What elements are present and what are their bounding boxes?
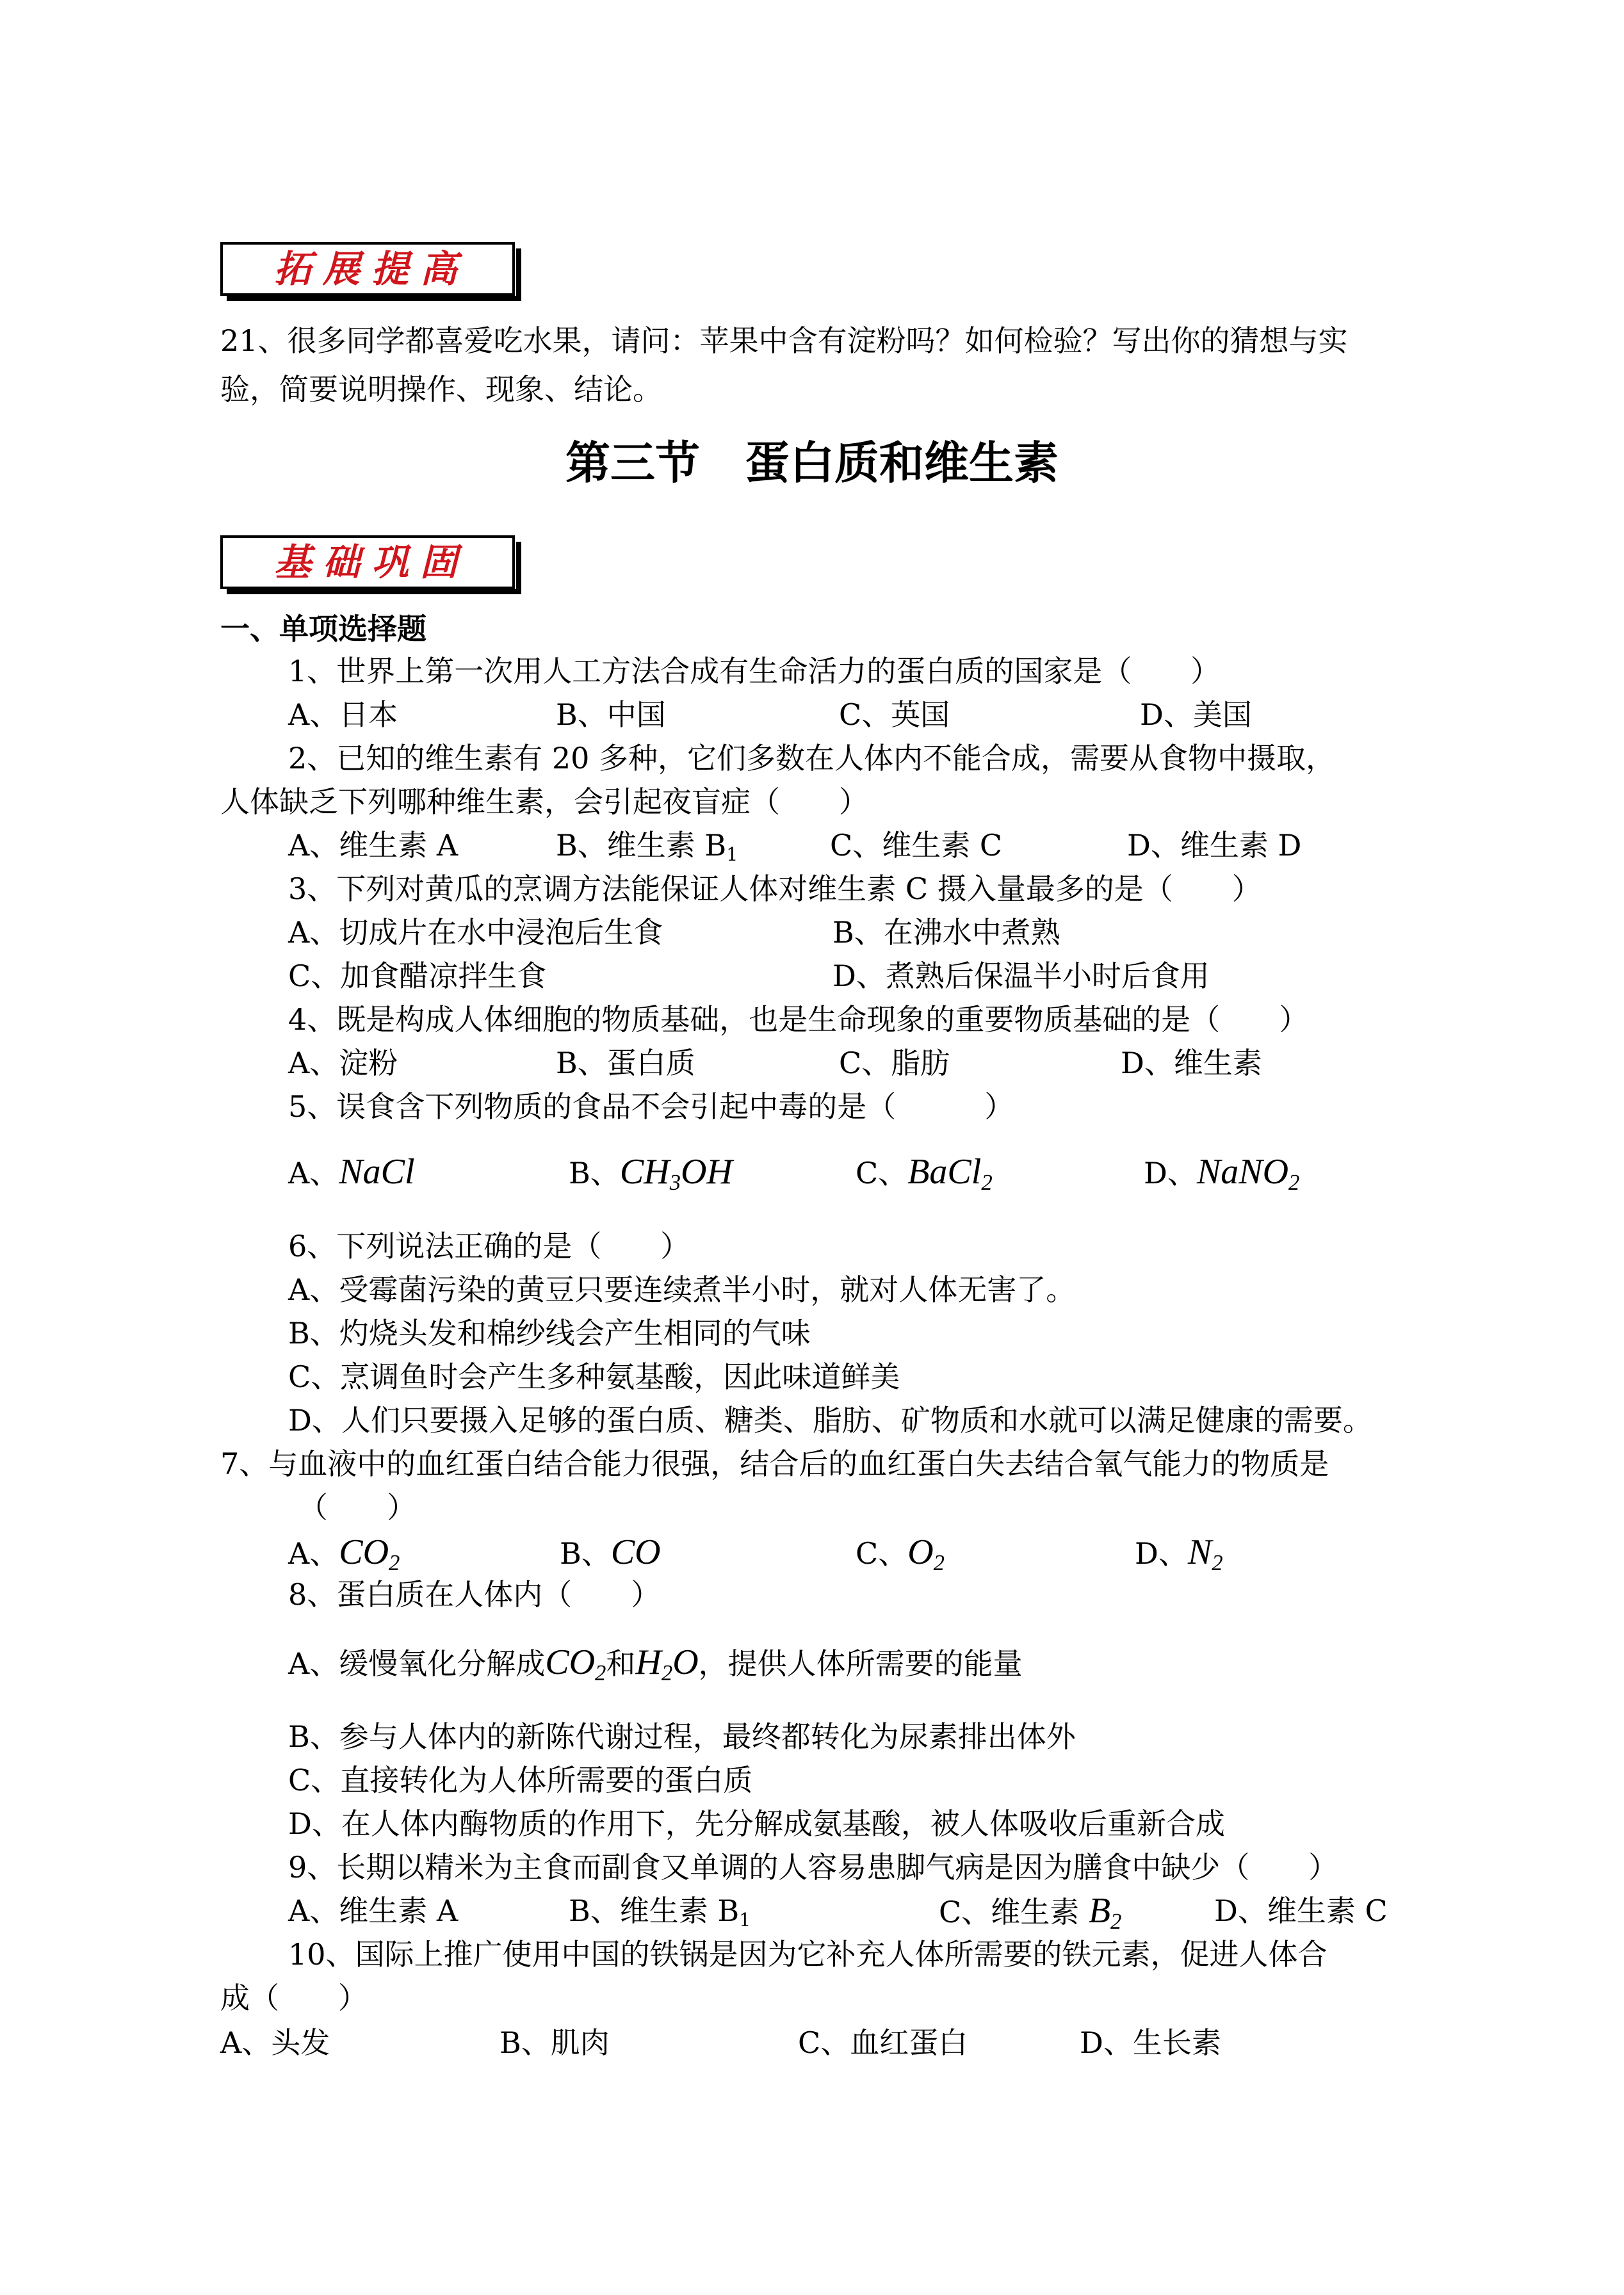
q2-option-b-sub: 1 — [726, 843, 738, 865]
q7-stem-line1: 7、与血液中的血红蛋白结合能力很强，结合后的血红蛋白失去结合氧气能力的物质是 — [220, 1447, 1329, 1481]
q3-stem: 3、下列对黄瓜的烹调方法能保证人体对维生素 C 摄入量最多的是（ ） — [288, 872, 1262, 906]
q3-option-c: C、加食醋凉拌生食 — [288, 959, 547, 993]
q8-option-a: A、缓慢氧化分解成CO2和H2O，提供人体所需要的能量 — [288, 1642, 1023, 1685]
q7-option-d — [1135, 1533, 1223, 1576]
q5-option-b — [569, 1153, 733, 1196]
q10-option-a: A、头发 — [220, 2025, 330, 2060]
q1-option-a: A、日本 — [288, 697, 398, 732]
q5-option-d-label: D、 — [1144, 1156, 1197, 1190]
q5-option-c-label: C、 — [856, 1156, 908, 1190]
q7-option-c-formula: O2 — [907, 1532, 945, 1575]
q5-option-d — [1144, 1153, 1299, 1196]
q4-option-a: A、淀粉 — [288, 1046, 398, 1080]
section-badge-basic: 基础巩固 — [220, 535, 515, 589]
q7-option-b — [560, 1533, 661, 1573]
q6-option-a: A、受霉菌污染的黄豆只要连续煮半小时，就对人体无害了。 — [288, 1272, 1076, 1307]
q5-option-a — [288, 1153, 415, 1192]
q9-option-b: B、维生素 B1 — [569, 1894, 751, 1931]
q5-option-c — [856, 1153, 993, 1196]
q2-option-a: A、维生素 A — [288, 828, 459, 863]
q10-option-c: C、血红蛋白 — [798, 2025, 968, 2060]
q6-option-b: B、灼烧头发和棉纱线会产生相同的气味 — [288, 1316, 811, 1350]
q3-option-a: A、切成片在水中浸泡后生食 — [288, 915, 663, 950]
q1-stem: 1、世界上第一次用人工方法合成有生命活力的蛋白质的国家是（ ） — [288, 654, 1221, 688]
section-badge-extend: 拓展提高 — [220, 242, 515, 296]
question-type-heading: 一、单项选择题 — [220, 612, 426, 646]
q10-stem-line2: 成（ ） — [220, 1981, 368, 2015]
q3-option-b: B、在沸水中煮熟 — [832, 915, 1060, 950]
q2-option-d: D、维生素 D — [1127, 828, 1302, 863]
q10-option-b: B、肌肉 — [499, 2025, 610, 2060]
q7-option-a-formula: CO2 — [339, 1532, 400, 1575]
q2-option-b-text: B、维生素 B — [556, 828, 727, 863]
q7-stem-line2: （ ） — [298, 1490, 416, 1525]
q5-option-b-formula: CH3OH — [619, 1152, 733, 1195]
q6-stem: 6、下列说法正确的是（ ） — [288, 1229, 690, 1263]
q4-stem: 4、既是构成人体细胞的物质基础，也是生命现象的重要物质基础的是（ ） — [288, 1002, 1309, 1037]
q9-option-c-formula: B2 — [1088, 1891, 1122, 1934]
q8-option-b: B、参与人体内的新陈代谢过程，最终都转化为尿素排出体外 — [288, 1719, 1076, 1754]
q5-option-b-label: B、 — [569, 1156, 620, 1190]
q7-option-a-label: A、 — [288, 1536, 339, 1571]
q6-option-d: D、人们只要摄入足够的蛋白质、糖类、脂肪、矿物质和水就可以满足健康的需要。 — [288, 1403, 1372, 1438]
q4-option-c: C、脂肪 — [839, 1046, 950, 1080]
q8-option-d: D、在人体内酶物质的作用下，先分解成氨基酸，被人体吸收后重新合成 — [288, 1806, 1225, 1841]
q1-option-c: C、英国 — [839, 697, 950, 732]
q5-option-a-formula: NaCl — [339, 1152, 415, 1192]
q5-option-c-formula: BaCl2 — [907, 1152, 993, 1195]
q7-option-b-label: B、 — [560, 1536, 611, 1571]
q21-line1: 21、很多同学都喜爱吃水果，请问：苹果中含有淀粉吗？如何检验？写出你的猜想与实 — [220, 323, 1348, 358]
q10-option-d: D、生长素 — [1080, 2025, 1221, 2060]
q6-option-c: C、烹调鱼时会产生多种氨基酸，因此味道鲜美 — [288, 1359, 900, 1394]
q7-option-c — [856, 1533, 945, 1576]
q8-option-a-formula-h2o: H2O — [635, 1642, 699, 1685]
q8-stem: 8、蛋白质在人体内（ ） — [288, 1577, 661, 1612]
q7-option-b-formula: CO — [610, 1532, 661, 1572]
q9-option-c: C、维生素 B2 — [939, 1891, 1122, 1934]
section-title: 第三节 蛋白质和维生素 — [565, 437, 1059, 489]
q5-stem: 5、误食含下列物质的食品不会引起中毒的是（ ） — [288, 1089, 1014, 1124]
q1-option-d: D、美国 — [1140, 697, 1252, 732]
q3-option-d: D、煮熟后保温半小时后食用 — [832, 959, 1210, 993]
q2-option-b — [556, 826, 738, 869]
q10-stem-line1: 10、国际上推广使用中国的铁锅是因为它补充人体所需要的铁元素，促进人体合 — [288, 1937, 1328, 1972]
q7-option-c-label: C、 — [856, 1536, 908, 1571]
q9-option-d: D、维生素 C — [1214, 1894, 1388, 1928]
q7-option-d-formula: N2 — [1187, 1532, 1223, 1575]
q5-option-d-formula: NaNO2 — [1196, 1152, 1300, 1195]
q2-stem-line2: 人体缺乏下列哪种维生素，会引起夜盲症（ ） — [220, 784, 868, 819]
q2-stem-line1: 2、已知的维生素有 20 多种，它们多数在人体内不能合成，需要从食物中摄取， — [288, 741, 1336, 775]
q2-option-c: C、维生素 C — [830, 828, 1003, 863]
q9-stem: 9、长期以精米为主食而副食又单调的人容易患脚气病是因为膳食中缺少（ ） — [288, 1850, 1338, 1885]
q1-option-b: B、中国 — [556, 697, 666, 732]
q21-line2: 验，简要说明操作、现象、结论。 — [220, 372, 662, 407]
q7-option-a — [288, 1533, 400, 1576]
q8-option-c: C、直接转化为人体所需要的蛋白质 — [288, 1763, 753, 1797]
q9-option-a: A、维生素 A — [288, 1894, 459, 1928]
q4-option-b: B、蛋白质 — [556, 1046, 695, 1080]
q7-option-d-label: D、 — [1135, 1536, 1188, 1571]
q5-option-a-label: A、 — [288, 1156, 339, 1190]
q8-option-a-formula-co2: CO2 — [545, 1642, 606, 1685]
q4-option-d: D、维生素 — [1121, 1046, 1262, 1080]
